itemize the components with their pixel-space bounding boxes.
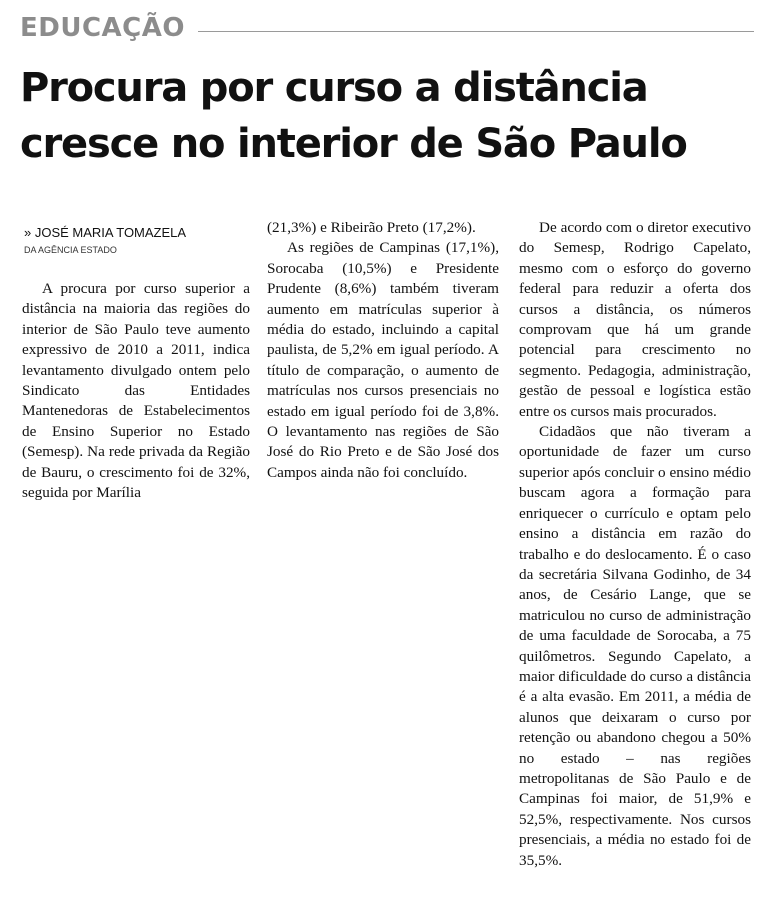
headline-line-1: Procura por curso a distância <box>20 65 648 111</box>
author-byline: » JOSÉ MARIA TOMAZELA <box>24 225 187 240</box>
paragraph: As regiões de Campinas (17,1%), Sorocaba (10,5%) e Presidente Prudente (8,6%) também tiveram aumento em matrículas superior à média do estado, incluindo a capital paulista, de 5,2% em igual período. A título de comparação, o aumento de matrículas nos cursos presenciais no estado em igual período foi de 3,8%. O levantamento nas regiões de São José do Rio Preto e de São José dos Campos ainda não foi concluído. <box>267 239 499 481</box>
paragraph: (21,3%) e Ribeirão Preto (17,2%). <box>267 219 476 236</box>
headline-line-2: cresce no interior de São Paulo <box>20 121 687 167</box>
paragraph: A procura por curso superior a distância na maioria das regiões do interior de São Paulo teve aumento expressivo de 2010 a 2011, indica levantamento divulgado ontem pelo Sindicato das Entidades Mantenedoras de Estabelecimentos de Ensino Superior no Estado (Semesp). Na rede privada da Região de Bauru, o crescimento foi de 32%, seguida por Marília <box>22 280 250 502</box>
article-column-2 <box>267 218 499 483</box>
paragraph: De acordo com o diretor executivo do Semesp, Rodrigo Capelato, mesmo com o esforço do governo federal para reduzir a oferta dos cursos a distância, os números comprovam que há um grande potencial para crescimento no segmento. Pedagogia, administração, gestão de pessoal e logística estão entre os cursos mais procurados. <box>519 219 751 420</box>
article-column-1 <box>22 279 250 503</box>
section-header <box>20 10 754 46</box>
article-column-3 <box>519 218 751 871</box>
section-label: EDUCAÇÃO <box>20 13 185 43</box>
agency-credit: DA AGÊNCIA ESTADO <box>24 245 117 255</box>
section-divider <box>198 31 754 32</box>
article-headline <box>20 60 760 172</box>
paragraph: Cidadãos que não tiveram a oportunidade de fazer um curso superior após concluir o ensino médio buscam agora a formação para enriquecer o currículo e optam pelo ensino a distância em razão do trabalho e do deslocamento. É o caso da secretária Silvana Godinho, de 34 anos, de Cesário Lange, que se matriculou no curso de administração de uma faculdade de Sorocaba, a 75 quilômetros. Segundo Capelato, a maior dificuldade do curso a distância é a alta evasão. Em 2011, a média de alunos que deixaram o curso por retenção ou abandono chegou a 50% no estado – nas regiões metropolitanas de São Paulo e de Campinas foi maior, de 51,9% e 52,5%, respectivamente. Nos cursos presenciais, a média no estado foi de 35,5%. <box>519 423 751 869</box>
